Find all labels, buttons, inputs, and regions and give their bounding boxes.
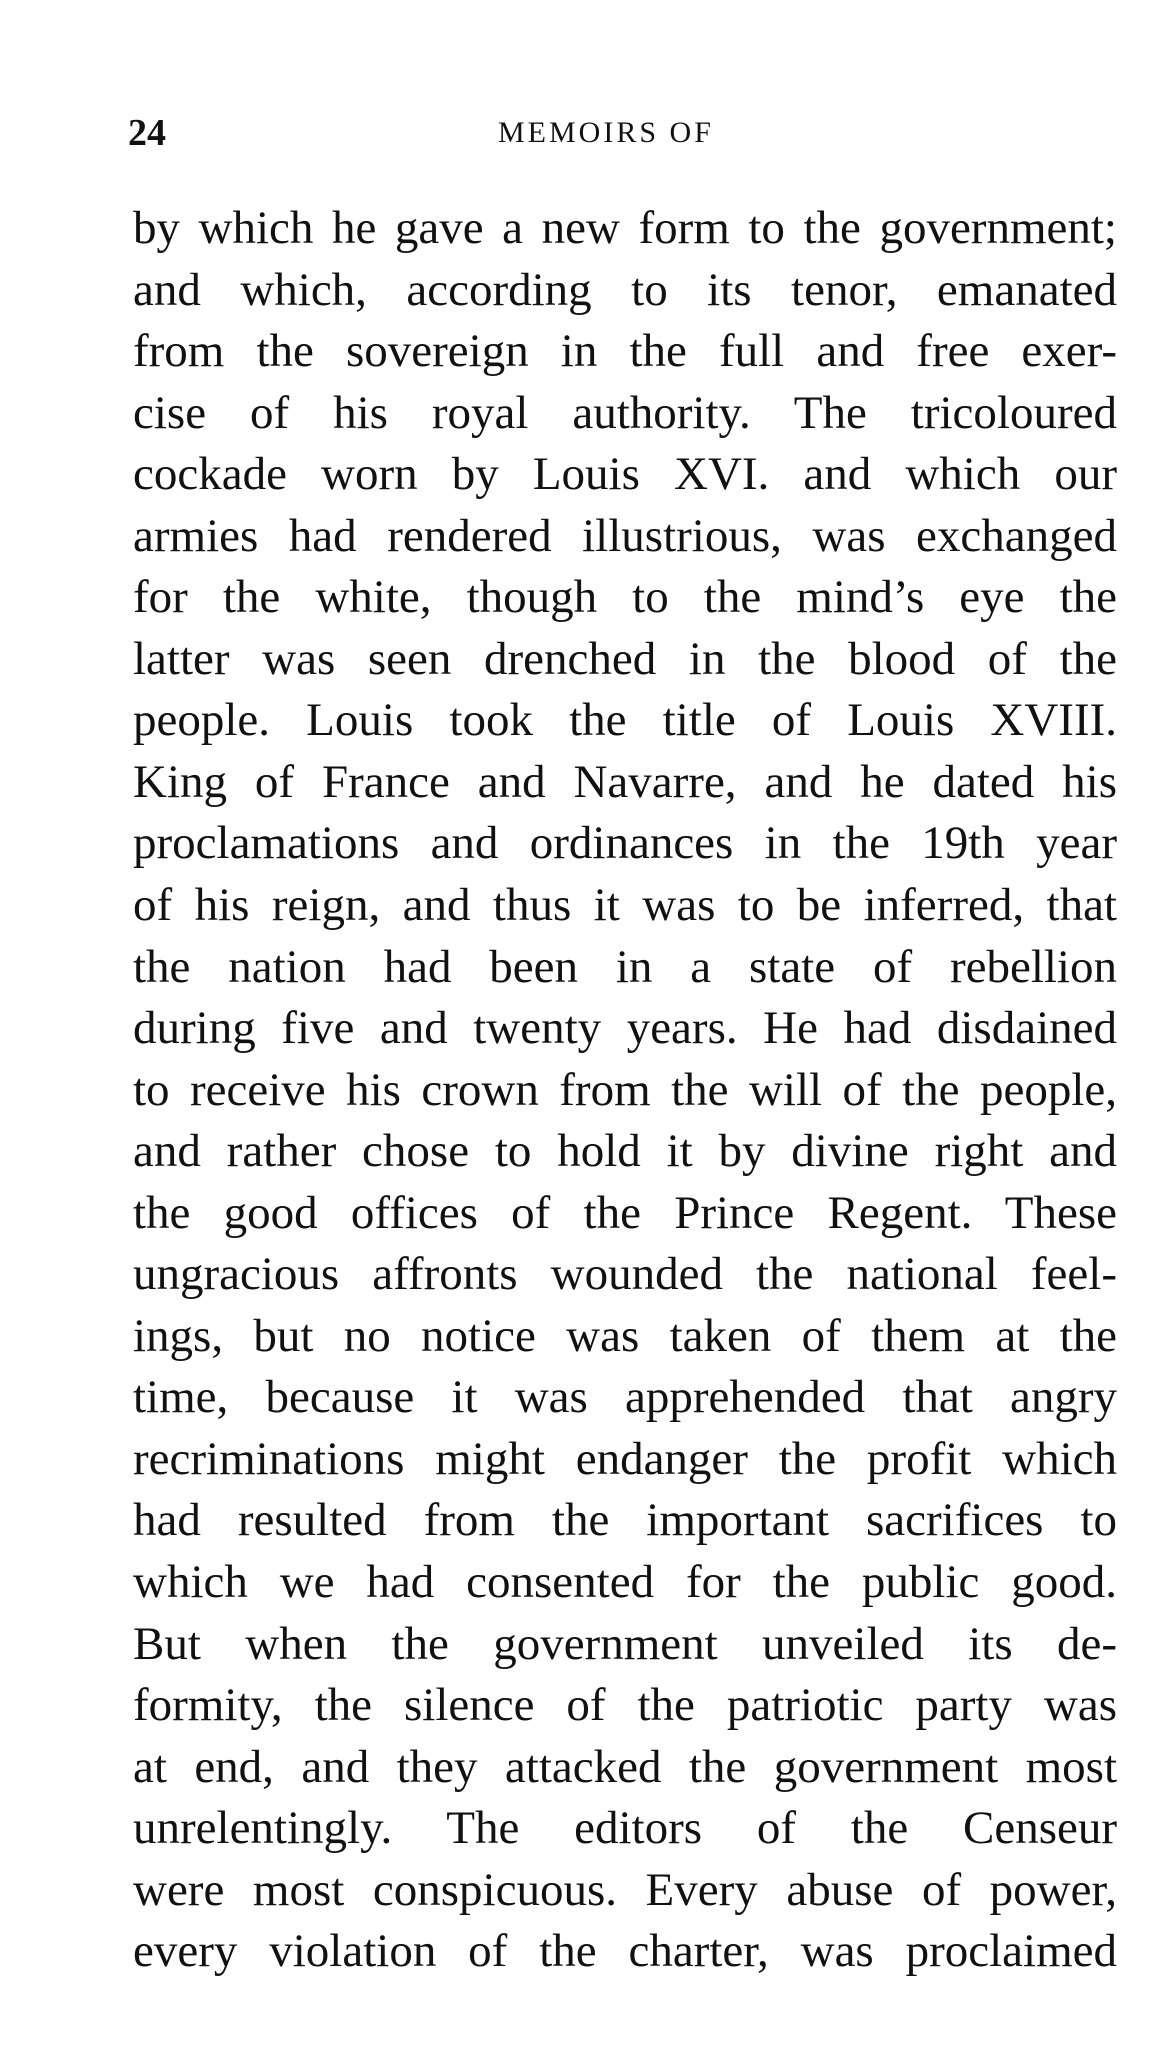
- text-line: King of France and Navarre, and he dated his: [133, 755, 1117, 808]
- text-line: unrelentingly. The editors of the Censeur: [133, 1802, 1117, 1855]
- text-line: ings, but no notice was taken of them at the: [133, 1309, 1117, 1362]
- text-line: for the white, though to the mind’s eye the: [133, 571, 1117, 624]
- text-line: during five and twenty years. He had disdained: [133, 1002, 1117, 1055]
- text-line: latter was seen drenched in the blood of the: [133, 632, 1117, 685]
- text-line: recriminations might endanger the profit which: [133, 1432, 1117, 1485]
- text-line: proclamations and ordinances in the 19th year: [133, 817, 1117, 870]
- text-line: of his reign, and thus it was to be inferred, that: [133, 879, 1117, 932]
- page-number: 24: [128, 112, 166, 154]
- text-line: But when the government unveiled its de-: [133, 1617, 1117, 1670]
- text-line: at end, and they attacked the government most: [133, 1740, 1117, 1793]
- text-line: formity, the silence of the patriotic party was: [133, 1679, 1117, 1732]
- text-line: and which, according to its tenor, emanated: [133, 263, 1117, 316]
- text-line: cockade worn by Louis XVI. and which our: [133, 448, 1117, 501]
- text-line: and rather chose to hold it by divine right and: [133, 1125, 1117, 1178]
- running-head: [128, 108, 1028, 158]
- text-line: the good offices of the Prince Regent. These: [133, 1186, 1117, 1239]
- text-line: time, because it was apprehended that angry: [133, 1371, 1117, 1424]
- text-line: by which he gave a new form to the government;: [133, 202, 1117, 254]
- text-line: to receive his crown from the will of the people,: [133, 1063, 1117, 1116]
- text-line: were most conspicuous. Every abuse of power,: [133, 1863, 1117, 1916]
- text-line: every violation of the charter, was proclaimed: [133, 1925, 1117, 1978]
- text-line: the nation had been in a state of rebellion: [133, 940, 1117, 993]
- body-text: [133, 198, 1117, 1983]
- running-title: MEMOIRS OF: [498, 116, 714, 149]
- text-line: from the sovereign in the full and free exer-: [133, 325, 1117, 378]
- text-line: cise of his royal authority. The tricoloured: [133, 386, 1117, 439]
- text-line: people. Louis took the title of Louis XVIII.: [133, 694, 1117, 747]
- text-line: which we had consented for the public good.: [133, 1556, 1117, 1609]
- text-line: armies had rendered illustrious, was exchanged: [133, 509, 1117, 562]
- text-line: ungracious affronts wounded the national feel-: [133, 1248, 1117, 1301]
- text-line: had resulted from the important sacrifices to: [133, 1494, 1117, 1547]
